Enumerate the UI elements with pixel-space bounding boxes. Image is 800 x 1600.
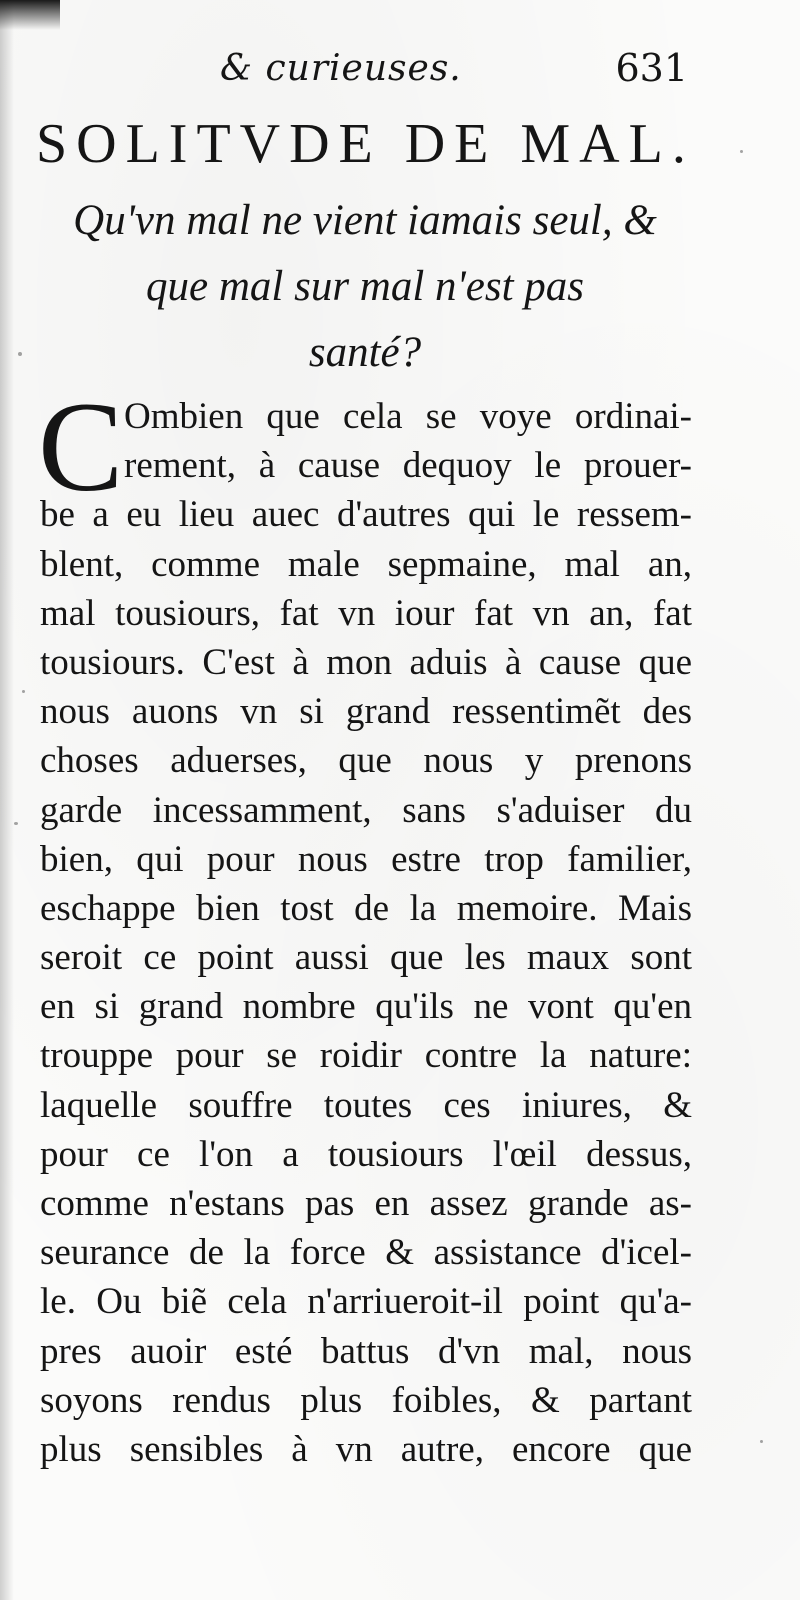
text-line: seurance de la force & assistance d'icel- [40,1232,692,1274]
binding-shadow [0,0,60,30]
text-line: bien, qui pour nous estre trop familier, [40,838,692,880]
page-edge-shadow [0,0,14,1600]
text-line: comme n'estans pas en assez grande as- [40,1183,692,1224]
text-line: soyons rendus plus foibles, & partant [40,1379,692,1421]
text-line: pour ce l'on a tousiours l'œil dessus, [40,1133,692,1175]
paper-speck [760,1440,763,1443]
question-line: Qu'vn mal ne vient iamais seul, & [73,197,657,244]
text-line: garde incessamment, sans s'aduiser du [40,789,692,831]
text-line: rement, à cause dequoy le prouer- [124,445,692,487]
paper-speck [14,822,18,825]
question-line: santé? [308,329,422,376]
text-line: blent, comme male sepmaine, mal an, [40,543,692,585]
drop-cap: C [38,376,124,518]
text-line: laquelle souffre toutes ces iniures, & [40,1084,692,1126]
running-title: & curieuses. [220,48,462,89]
text-line: seroit ce point aussi que les maux sont [40,937,692,979]
page-number: 631 [615,46,688,90]
text-line: plus sensibles à vn autre, encore que [40,1428,692,1470]
paper-speck [740,150,743,153]
text-line: be a eu lieu auec d'autres qui le ressem- [40,494,692,536]
question-heading [40,188,690,386]
text-line: Ombien que cela se voye ordinai- [124,396,692,437]
text-line: tousiours. C'est à mon aduis à cause que [40,641,692,683]
text-line: pres auoir esté battus d'vn mal, nous [40,1330,692,1372]
text-line: en si grand nombre qu'ils ne vont qu'en [40,986,692,1028]
question-line: que mal sur mal n'est pas [146,263,584,310]
section-title: SOLITVDE DE MAL. [36,113,695,175]
paper-speck [22,690,25,693]
running-head [0,42,800,102]
text-line: le. Ou biẽ cela n'arriueroit-il point qu'a- [40,1281,692,1323]
paper-speck [18,352,22,356]
text-line: mal tousiours, fat vn iour fat vn an, fat [40,592,692,634]
text-line: nous auons vn si grand ressentimẽt des [40,691,692,733]
body-text [38,376,692,1474]
text-line: eschappe bien tost de la memoire. Mais [40,887,692,929]
text-line: choses aduerses, que nous y prenons [40,740,692,782]
text-line: trouppe pour se roidir contre la nature: [40,1035,692,1077]
